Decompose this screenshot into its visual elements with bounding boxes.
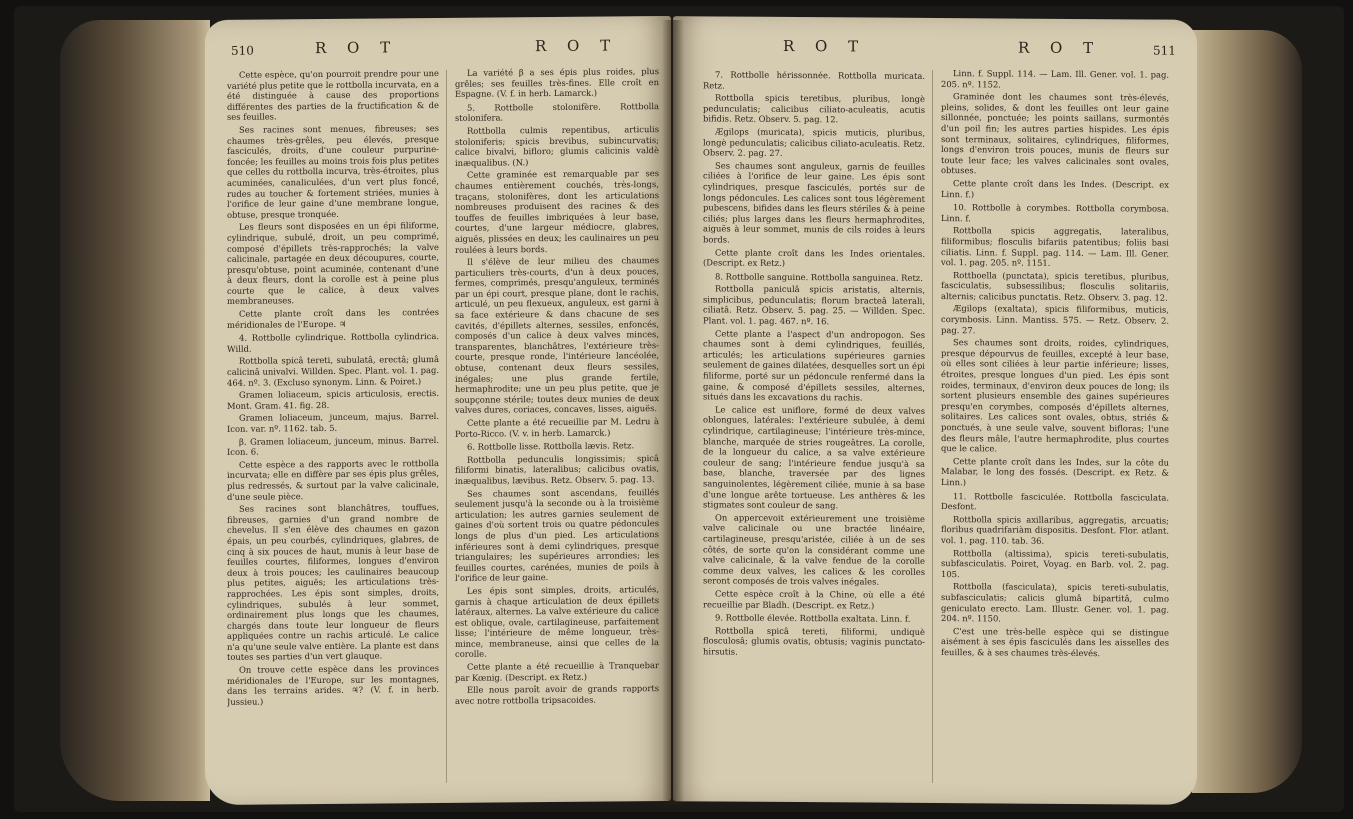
paragraph: Rottbolla spicâ tereti, subulatâ, erectâ; glumâ calicinâ univalvi. Willden. Spec. Plant. vol. 1. pag. 464. nº. 3. (Excluso synonym. Linn. & Poiret.): [227, 354, 439, 388]
paragraph: Cette graminée est remarquable par ses chaumes entièrement couchés, très-longs, traçans, stolonifères, dont les articulations nombreuses produisent des racines & des touffes de feuilles imbriquées à leur base, courtes, d'une largeur médiocre, glabres, aiguës, plissées en deux; les caulinaires un peu roulées à leurs bords.: [455, 168, 659, 255]
paragraph: Rottbolla (fasciculata), spicis tereti-subulatis, subfasciculatis; calicis glumâ bipartitâ, culmo geniculato erecto. Lam. Illustr. Gener. vol. 1. pag. 204. nº. 1150.: [941, 581, 1169, 624]
paragraph: Cette espèce a des rapports avec le rottbolla incurvata; elle en diffère par ses épis plus grêles, plus redressés, & surtout par la valve calicinale, d'une seule pièce.: [227, 457, 439, 502]
right-column-1: [703, 66, 925, 789]
paragraph: Ægilops (exaltata), spicis filiformibus, muticis, corymbosis. Linn. Mantiss. 575. — Retz. Observ. 2. pag. 27.: [941, 303, 1169, 335]
entry-heading: 10. Rottbolle à corymbes. Rottbolla corymbosa. Linn. f.: [941, 202, 1169, 223]
paragraph: Cette plante croît dans les contrées méridionales de l'Europe. ♃: [227, 307, 439, 330]
entry-heading: 5. Rottbolle stolonifère. Rottbolla stolonifera.: [455, 100, 659, 124]
entry-heading: 9. Rottbolle élevée. Rottbolla exaltata. Linn. f.: [715, 612, 911, 624]
right-running-head-1: R O T: [783, 36, 867, 56]
paragraph: Rottbolla spicâ tereti, filiformi, undiquè flosculosâ; glumis ovatis, obtusis; vaginis punctato-hirsutis.: [703, 625, 925, 657]
paragraph: Linn. f. Suppl. 114. — Lam. Ill. Gener. vol. 1. pag. 205. nº. 1152.: [941, 68, 1169, 90]
paragraph: Ses chaumes sont anguleux, garnis de feuilles ciliées à l'orifice de leur gaine. Les épis sont cylindriques, presque fasciculés, portés sur de longs pédoncules. Les calices sont tous légèrement pubescens, bifides dans les fleurs stériles & à peine ciliés; plus larges dans les fleurs hermaphrodites, aiguës à leur sommet, munis de cils roides à leurs bords.: [703, 160, 925, 245]
entry-heading: 7. Rottbolle hérissonnée. Rottbolla muricata. Retz.: [703, 69, 925, 91]
left-running-head-1: R O T: [315, 38, 399, 58]
paragraph: Rottbolla spicis axillaribus, aggregatis, arcuatis; floribus quadrifariàm dispositis. Desfont. Flor. atlant. vol. 1. pag. 110. tab. 36.: [941, 513, 1169, 546]
paragraph: Le calice est uniflore, formé de deux valves oblongues, latérales: l'extérieure subulée, à demi cylindrique, cartilagineuse; l'intérieure très-mince, blanche, marquée de stries rougeâtres. La corolle, de la longueur du calice, a sa valve extérieure couleur de sang; l'intérieure fendue jusqu'à sa base, blanche, traversée par des lignes sanguinolentes, légèrement ciliée, munie à sa base d'une longue arête tortueuse. Les anthères & les stigmates sont couleur de sang.: [703, 404, 925, 511]
paragraph: Rottbolla paniculâ spicis aristatis, alternis, simplicibus, pedunculatis; florum bracteâ laterali, ciliatâ. Retz. Observ. 5. pag. 25. — Willden. Spec. Plant. vol. 1. pag. 467. nº. 16.: [703, 283, 925, 327]
paragraph: Les épis sont simples, droits, articulés, garnis à chaque articulation de deux épillets latéraux, alternes. La valve extérieure du calice est oblique, ovale, cartilagineuse, parfaitement lisse; l'intérieure de même longueur, très-mince, membraneuse, ainsi que celles de la corolle.: [455, 583, 659, 660]
column-rule: [446, 70, 447, 783]
paragraph: Ses racines sont menues, fibreuses; ses chaumes très-grêles, peu élevés, presque fasciculés, droits, d'une couleur purpurine-foncée; les feuilles au moins trois fois plus petites que celles du rottbolla incurva, très-étroites, plus acuminées, canaliculées, d'un vert plus foncé, rudes au toucher & fortement striées, munies à l'orifice de leur gaine d'une membrane longue, obtuse, presque tronquée.: [227, 122, 439, 220]
left-page: [205, 16, 671, 805]
paragraph: Rottbolla (altissima), spicis tereti-subulatis, subfasciculatis. Poiret, Voyag. en Barb. vol. 2. pag. 105.: [941, 547, 1169, 579]
entry-heading: 11. Rottbolle fasciculée. Rottbolla fasciculata. Desfont.: [941, 490, 1169, 512]
paragraph: Cette plante a l'aspect d'un andropogon. Ses chaumes sont à demi cylindriques, feuillés, articulés; les articulations supérieures garnies seulement de gaines dilatées, desquelles sort un épi filiforme, porté sur un pédoncule renfermé dans la gaine, & composé d'épillets sessiles, alternes, situés dans les excavations du rachis.: [703, 328, 925, 403]
right-page-number: 511: [1153, 43, 1176, 58]
right-running-head-2: R O T: [1018, 38, 1102, 58]
paragraph: On trouve cette espèce dans les provinces méridionales de l'Europe, sur les montagnes, dans les terrains arides. ♃? (V. f. in herb. Jussieu.): [227, 663, 439, 707]
paragraph: Cette espèce croît à la Chine, où elle a été recueillie par Bladh. (Descript. ex Retz.): [703, 588, 925, 611]
right-page: [673, 16, 1197, 805]
paragraph: Cette espèce, qu'on pourroit prendre pour une variété plus petite que le rottbolla incurvata, en a été distinguée à cause des proportions différentes des parties de la fructification & de ses feuilles.: [227, 67, 439, 123]
paragraph: β. Gramen loliaceum, junceum, minus. Barrel. Icon. 6.: [227, 434, 439, 458]
paragraph: Cette plante a été recueillie par M. Ledru à Porto-Ricco. (V. v. in herb. Lamarck.): [455, 416, 659, 439]
paragraph: Ses chaumes sont ascendans, feuillés seulement jusqu'à la seconde ou à la troisième articulation; les autres garnies seulement de gaines d'où sortent trois ou quatre pédoncules longs de plus d'un pied. Les articulations inférieures sont à demi cylindriques, presque triangulaires; les supérieures arrondies; les feuilles courtes, carénées, munies de poils à l'orifice de leur gaine.: [455, 486, 659, 584]
column-rule: [932, 70, 933, 783]
entry-heading: 8. Rottbolle sanguine. Rottbolla sanguinea. Retz.: [715, 271, 923, 283]
left-column-1: [227, 68, 439, 791]
paragraph: Graminée dont les chaumes sont très-élevés, pleins, solides, & dont les feuilles ont leur gaine sillonnée, ponctuée; les points saillans, surmontés d'un poil fin; les autres parties hispides. Les épis sont terminaux, solitaires, cylindriques, filiformes, longs d'environ trois pouces, munis de fleurs sur toute leur face; les valves calicinales sont ovales, obtuses.: [941, 91, 1169, 176]
paragraph: Cette plante croît dans les Indes, sur la côte du Malabar, le long des fossés. (Descript. ex Retz. & Linn.): [941, 455, 1169, 488]
paragraph: Les fleurs sont disposées en un épi filiforme, cylindrique, subulé, droit, un peu comprimé, composé d'épillets très-rapprochés; la valve calicinale, partagée en deux découpures, courte, presqu'obtuse, point acuminée, contenant d'une à deux fleurs, dont la corolle est à peine plus courte que le calice, à deux valves membraneuses.: [227, 220, 439, 307]
paragraph: Rottbolla spicis teretibus, pluribus, longè pedunculatis; calicibus ciliato-aculeatis, acutis bifidis. Retz. Observ. 5. pag. 12.: [703, 92, 925, 125]
paragraph: Gramen loliaceum, spicis articulosis, erectis. Mont. Gram. 41. fig. 28.: [227, 388, 439, 411]
paragraph: Rottbolla culmis repentibus, articulis stoloniferis; spicis brevibus, subincurvatis; calice bivalvi, bifloro; glumis calicinis valdè inæqualibus. (N.): [455, 124, 659, 168]
left-column-2: [455, 66, 659, 789]
paragraph: Cette plante croît dans les Indes. (Descript. ex Linn. f.): [941, 178, 1169, 199]
left-page-edges: [60, 20, 210, 801]
paragraph: La variété β a ses épis plus roides, plus grêles; ses feuilles très-fines. Elle croît en Espagne. (V. f. in herb. Lamarck.): [455, 66, 659, 100]
paragraph: Ses chaumes sont droits, roides, cylindriques, presque dépourvus de feuilles, excepté à leur base, où elles sont ciliées à leur partie inférieure; lisses, étroites, presque longues d'un pied. Les épis sont roides, terminaux, d'environ deux pouces de long; ils sortent plusieurs ensemble des gaines supérieures presqu'en corymbes, composés d'épillets alternes, solitaires. Les calices sont ovales, obtus, striés & ponctués, à une seule valve, souvent bifloras; l'une des fleurs mâle, l'autre hermaphrodite, plus courtes que le calice.: [941, 337, 1169, 454]
paragraph: Cette plante a été recueillie à Tranquebar par Kœnig. (Descript. ex Retz.): [455, 660, 659, 683]
paragraph: Gramen loliaceum, junceum, majus. Barrel. Icon. var. nº. 1162. tab. 5.: [227, 411, 439, 434]
paragraph: On appercevoit extérieurement une troisième valve calicinale ou une bractée linéaire, cartilagineuse, presqu'aristée, ciliée à un de ses côtés, de sorte qu'on la considérant comme une valve calicinale, & la valve fendue de la corolle comme deux valves, les calices & les corolles seront composés de trois valves inégales.: [703, 512, 925, 587]
paragraph: Ses racines sont blanchâtres, touffues, fibreuses, garnies d'un grand nombre de chevelus. Il s'en élève des chaumes en gazon épais, un peu courbés, cylindriques, glabres, de cinq à six pouces de haut, munis à leur base de feuilles courtes, filiformes, longues d'environ deux à trois pouces; les caulinaires beaucoup plus petites, aiguës; les articulations très-rapprochées. Les épis sont simples, droits, cylindriques, subulés à leur sommet, ordinairement plus longs que les chaumes, chargés dans toute leur longueur de fleurs appliquées contre un rachis articulé. Le calice n'a qu'une seule valve entière. La plante est dans toutes ses parties d'un vert glauque.: [227, 502, 439, 663]
paragraph: Rottbolla spicis aggregatis, lateralibus, filiformibus; flosculis bifariis patentibus; foliis basi ciliatis. Linn. f. Suppl. pag. 114. — Lam. Ill. Gener. vol. 1. pag. 205. nº. 1151.: [941, 225, 1169, 268]
paragraph: Il s'élève de leur milieu des chaumes particuliers très-courts, d'un à deux pouces, fermes, comprimés, presqu'anguleux, terminés par un épi court, presque plane, dont le rachis, articulé, un peu flexueux, anguleux, est garni à sa face extérieure & dans chacune de ses cavités, d'épillets alternes, sessiles, enfoncés, composés d'un calice à deux valves minces, transparentes, blanchâtres, l'extérieure très-courte, presque ronde, l'intérieure lancéolée, obtuse, contenant deux fleurs sessiles, inégales; une plus grande fertile, hermaphrodite; une un peu plus petite, que je soupçonne stérile; toutes deux munies de deux valves dures, coriaces, concaves, lisses, aiguës.: [455, 255, 659, 416]
paragraph: C'est une très-belle espèce qui se distingue aisément à ses épis fasciculés dans les aisselles des feuilles, & à ses chaumes très-élevés.: [941, 625, 1169, 659]
paragraph: Rottbolla pedunculis longissimis; spicâ filiformi binatis, lateralibus; calicibus ovatis, inæqualibus, lævibus. Retz. Observ. 5. pag. 13.: [455, 452, 659, 486]
book-gutter: [662, 20, 684, 805]
left-page-number: 510: [231, 43, 254, 58]
paragraph: Rottboella (punctata), spicis teretibus, pluribus, fasciculatis, subsessilibus; flosculis solitariis, alternis; calicibus punctatis. Retz. Observ. 3. pag. 12.: [941, 269, 1169, 303]
right-column-2: [941, 68, 1169, 791]
paragraph: Cette plante croît dans les Indes orientales. (Descript. ex Retz.): [703, 246, 925, 269]
paragraph: Ægilops (muricata), spicis muticis, pluribus, longè pedunculatis; calicibus ciliato-aculeatis. Retz. Observ. 2. pag. 27.: [703, 126, 925, 159]
right-page-edges: [1192, 30, 1302, 793]
entry-heading: 4. Rottbolle cylindrique. Rottbolla cylindrica. Willd.: [227, 331, 439, 354]
paragraph: Elle nous paroît avoir de grands rapports avec notre rottbolla tripsacoides.: [455, 683, 659, 706]
left-running-head-2: R O T: [535, 36, 619, 56]
entry-heading: 6. Rottbolle lisse. Rottbolla lævis. Retz.: [467, 440, 635, 452]
